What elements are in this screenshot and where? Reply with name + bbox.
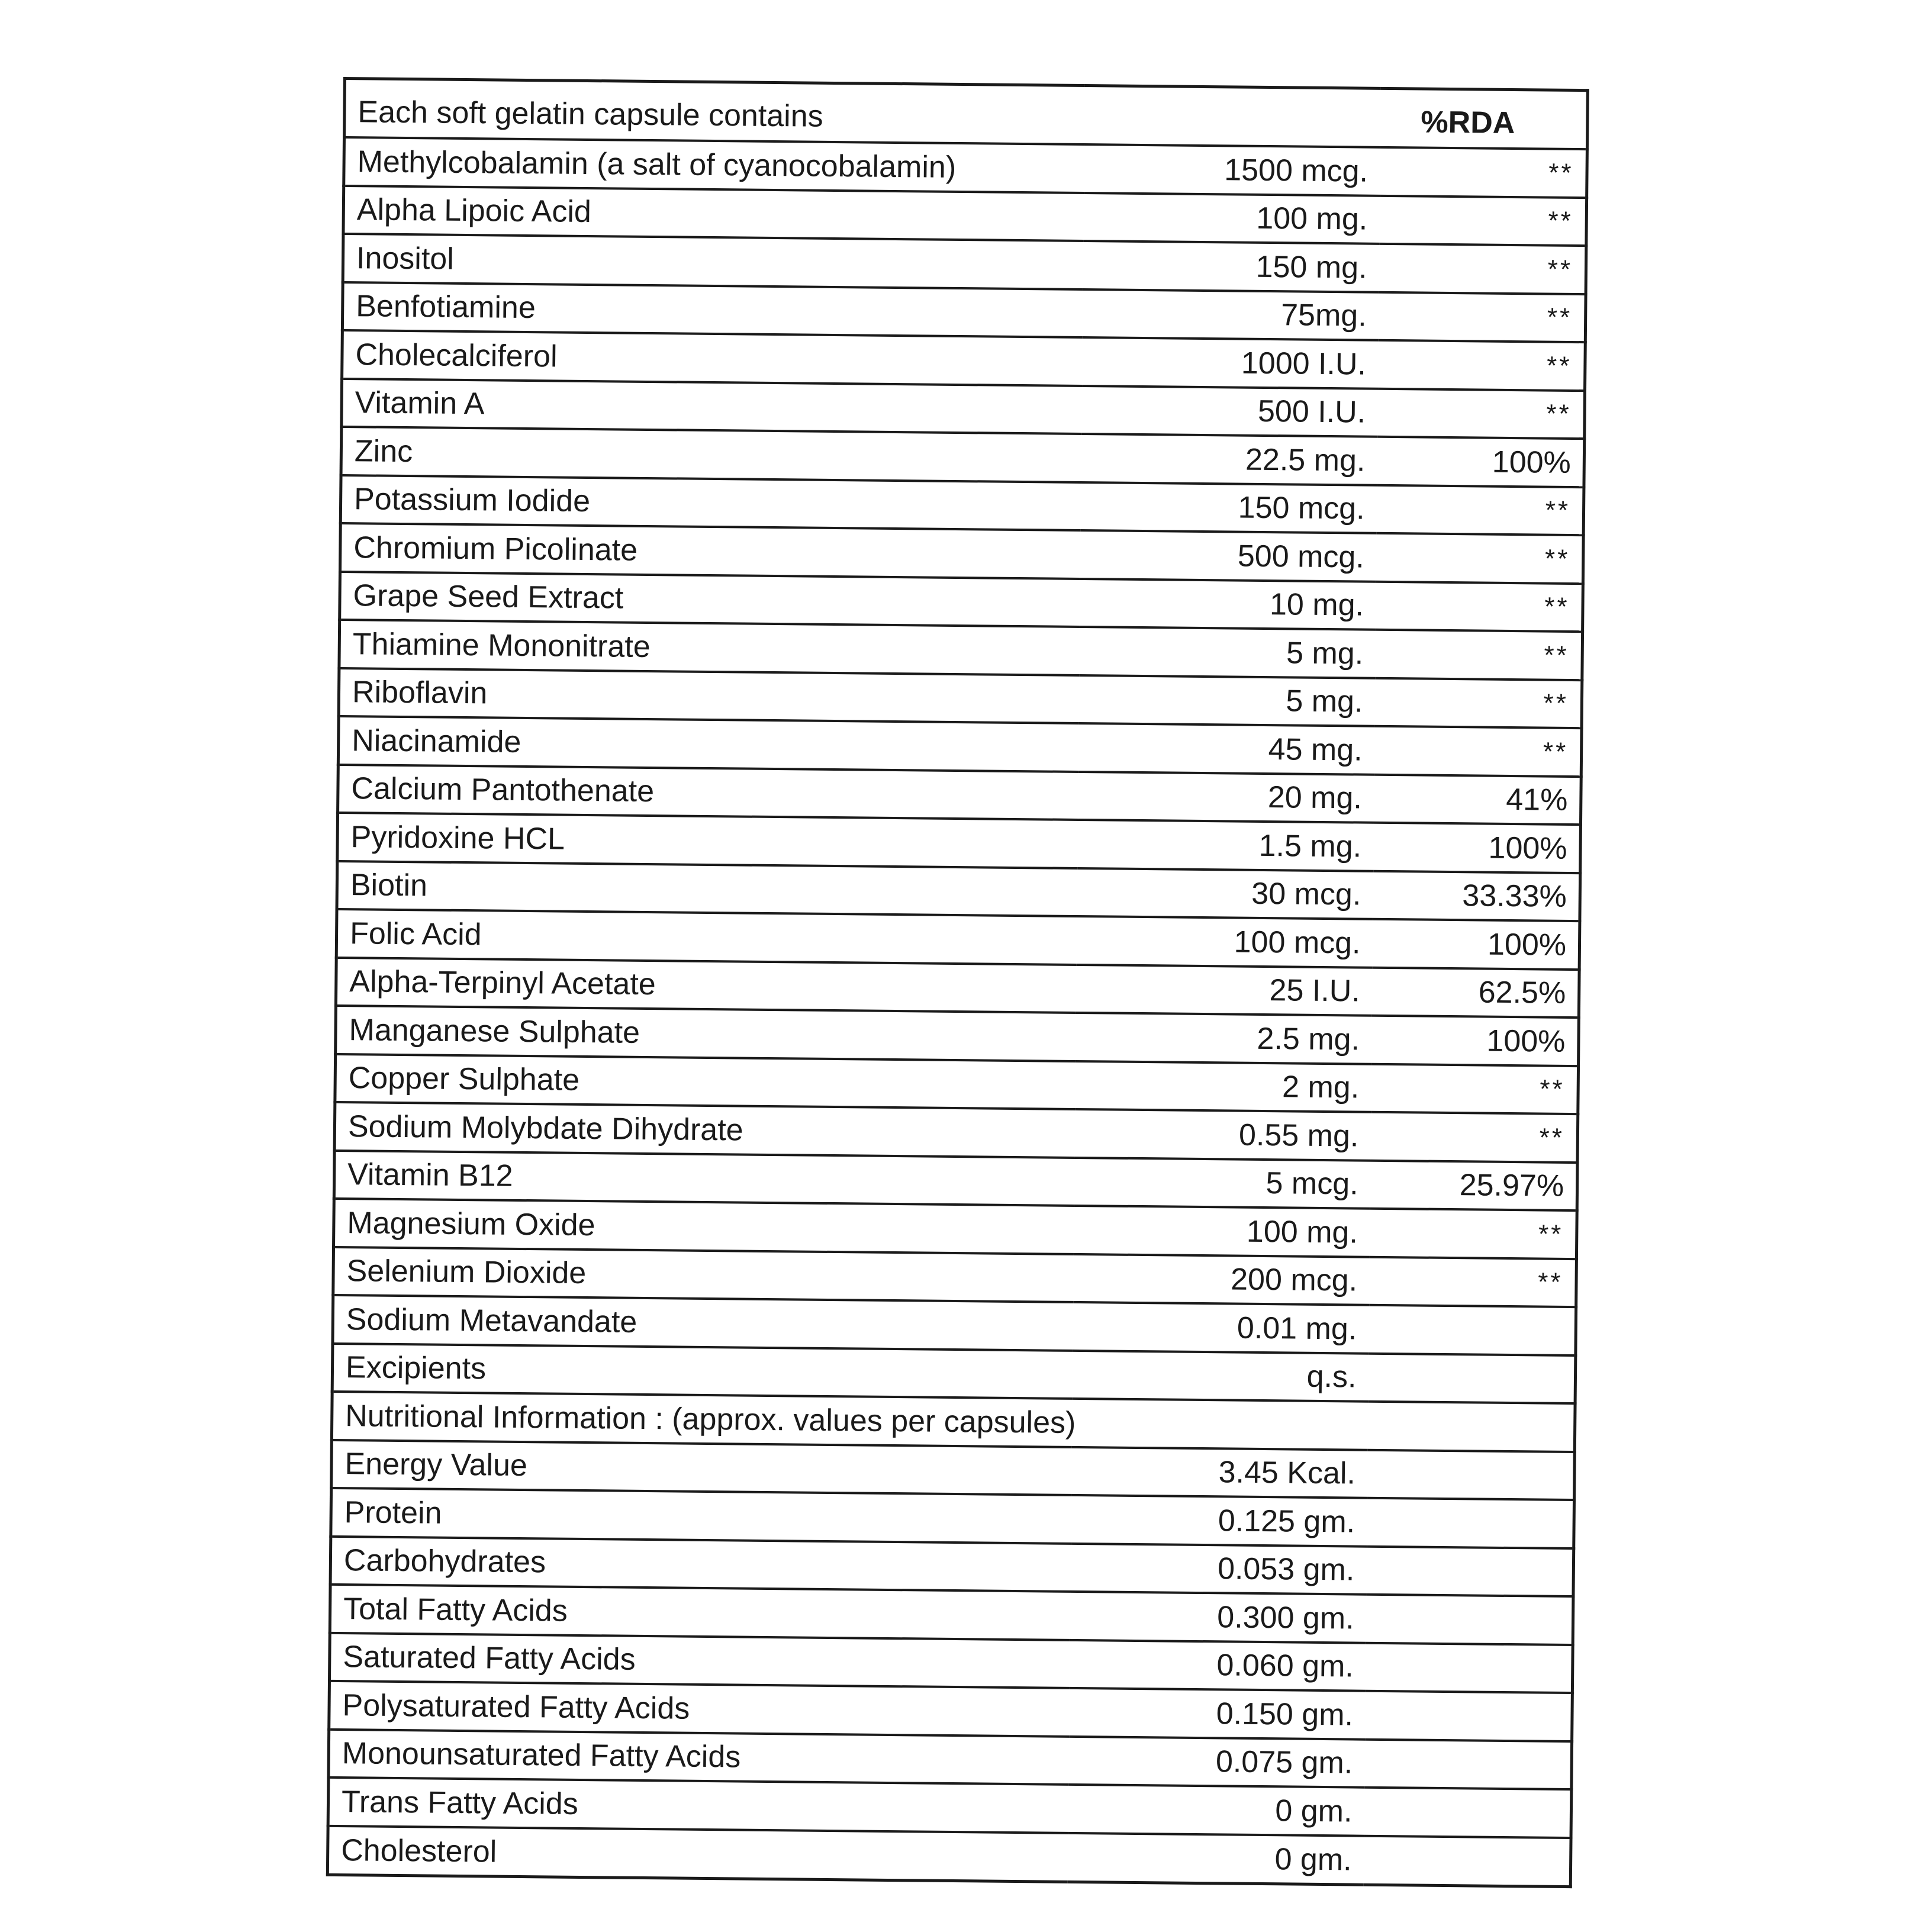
- ingredient-quantity: 5 mcg.: [1074, 1158, 1370, 1209]
- ingredient-name: Vitamin A: [342, 379, 1082, 434]
- nutrient-name: Saturated Fatty Acids: [329, 1633, 1070, 1688]
- nutrient-name: Polysaturated Fatty Acids: [329, 1681, 1070, 1736]
- ingredient-quantity: 1000 I.U.: [1082, 337, 1379, 388]
- nutrient-rda-empty: [1366, 1546, 1574, 1596]
- nutrient-quantity: 0.075 gm.: [1068, 1737, 1365, 1788]
- ingredient-name: Grape Seed Extract: [340, 572, 1080, 627]
- ingredient-quantity: 150 mcg.: [1080, 482, 1377, 533]
- ingredient-quantity: 45 mg.: [1078, 723, 1374, 774]
- ingredient-rda: **: [1374, 726, 1582, 777]
- ingredient-rda: **: [1376, 581, 1583, 632]
- ingredient-rda: 100%: [1373, 823, 1581, 873]
- nutrient-name: Carbohydrates: [330, 1537, 1071, 1592]
- nutrient-rda-empty: [1364, 1739, 1572, 1789]
- ingredient-rda: **: [1370, 1112, 1578, 1163]
- nutrient-rda-empty: [1363, 1836, 1571, 1886]
- composition-table: [326, 77, 1589, 1888]
- header-qty-spacer: [1084, 86, 1380, 147]
- header-title: Each soft gelatin capsule contains: [344, 79, 1085, 145]
- ingredient-rda: **: [1379, 196, 1587, 246]
- ingredient-name: Vitamin B12: [334, 1151, 1074, 1206]
- ingredient-name: Thiamine Mononitrate: [339, 620, 1080, 675]
- ingredient-name: Sodium Molybdate Dihydrate: [334, 1102, 1075, 1157]
- ingredient-name: Selenium Dioxide: [333, 1247, 1074, 1302]
- ingredient-rda: **: [1379, 244, 1586, 294]
- ingredient-quantity: 2 mg.: [1075, 1061, 1371, 1112]
- ingredient-name: Copper Sulphate: [335, 1054, 1076, 1109]
- ingredient-quantity: 500 mcg.: [1080, 530, 1376, 581]
- ingredient-name: Riboflavin: [339, 668, 1079, 723]
- ingredient-rda: **: [1374, 678, 1582, 728]
- ingredient-name: Cholecalciferol: [342, 330, 1083, 385]
- ingredient-quantity: 150 mg.: [1083, 241, 1379, 292]
- ingredient-rda: 25.97%: [1370, 1160, 1577, 1210]
- ingredient-quantity: 25 I.U.: [1076, 965, 1372, 1016]
- ingredient-rda: **: [1378, 340, 1586, 391]
- nutrient-quantity: 0.300 gm.: [1070, 1592, 1366, 1643]
- nutrient-quantity: 3.45 Kcal.: [1071, 1447, 1368, 1498]
- ingredient-quantity: 100 mg.: [1083, 193, 1380, 244]
- ingredient-name: Magnesium Oxide: [334, 1199, 1074, 1254]
- nutrient-quantity: 0.150 gm.: [1069, 1688, 1366, 1739]
- nutrient-name: Cholesterol: [327, 1826, 1068, 1882]
- ingredient-rda: 100%: [1377, 437, 1585, 487]
- composition-table-body: [327, 79, 1588, 1887]
- ingredient-rda: **: [1378, 292, 1586, 343]
- ingredient-quantity: 0.55 mg.: [1074, 1109, 1371, 1160]
- nutrient-rda-empty: [1366, 1595, 1573, 1645]
- ingredient-quantity: 22.5 mg.: [1081, 434, 1377, 485]
- ingredient-quantity: 30 mcg.: [1077, 868, 1373, 919]
- ingredient-name: Methylcobalamin (a salt of cyanocobalamin): [344, 137, 1084, 192]
- ingredient-name: Biotin: [337, 861, 1077, 916]
- nutrient-quantity: 0 gm.: [1068, 1785, 1364, 1836]
- nutrient-name: Monounsaturated Fatty Acids: [329, 1730, 1069, 1785]
- ingredient-quantity: 20 mg.: [1078, 772, 1374, 823]
- nutrient-rda-empty: [1367, 1450, 1575, 1500]
- composition-label: [326, 77, 1586, 1888]
- nutrient-quantity: 0.053 gm.: [1070, 1544, 1367, 1595]
- ingredient-name: Niacinamide: [338, 716, 1078, 771]
- ingredient-rda: 62.5%: [1371, 967, 1579, 1017]
- ingredient-quantity: q.s.: [1072, 1351, 1368, 1402]
- ingredient-quantity: 10 mg.: [1080, 579, 1376, 630]
- ingredient-name: Inositol: [343, 234, 1083, 289]
- nutrient-name: Energy Value: [331, 1440, 1072, 1495]
- ingredient-rda: **: [1371, 1064, 1579, 1114]
- ingredient-rda: **: [1369, 1257, 1577, 1307]
- ingredient-name: Excipients: [332, 1344, 1073, 1399]
- nutrient-quantity: 0.060 gm.: [1069, 1640, 1366, 1691]
- ingredient-name: Pyridoxine HCL: [337, 813, 1078, 868]
- ingredient-quantity: 500 I.U.: [1081, 386, 1378, 437]
- ingredient-name: Alpha Lipoic Acid: [343, 186, 1084, 241]
- ingredient-rda: 33.33%: [1373, 871, 1580, 921]
- ingredient-rda: **: [1375, 630, 1583, 680]
- nutrition-title: Nutritional Information : (approx. values per capsules): [331, 1392, 1575, 1452]
- nutrient-name: Trans Fatty Acids: [328, 1778, 1068, 1833]
- ingredient-name: Benfotiamine: [342, 282, 1083, 337]
- ingredient-rda: **: [1380, 147, 1588, 198]
- nutrient-rda-empty: [1365, 1643, 1573, 1693]
- ingredient-rda: **: [1369, 1209, 1577, 1259]
- ingredient-rda: 100%: [1371, 1016, 1579, 1066]
- ingredient-quantity: 0.01 mg.: [1073, 1302, 1369, 1353]
- ingredient-name: Manganese Sulphate: [336, 1006, 1076, 1061]
- ingredient-name: Zinc: [341, 427, 1081, 482]
- ingredient-quantity: 200 mcg.: [1073, 1254, 1370, 1305]
- ingredient-quantity: 5 mg.: [1078, 675, 1375, 726]
- ingredient-rda: 100%: [1372, 919, 1580, 970]
- ingredient-name: Chromium Picolinate: [340, 523, 1080, 578]
- ingredient-quantity: 1500 mcg.: [1084, 144, 1380, 195]
- ingredient-quantity: 5 mg.: [1079, 627, 1376, 678]
- ingredient-name: Alpha-Terpinyl Acetate: [336, 958, 1076, 1013]
- ingredient-name: Potassium Iodide: [340, 475, 1081, 530]
- ingredient-quantity: 75mg.: [1082, 289, 1379, 340]
- nutrient-quantity: 0 gm.: [1067, 1833, 1364, 1885]
- nutrient-name: Protein: [331, 1488, 1071, 1543]
- ingredient-quantity: 1.5 mg.: [1077, 820, 1374, 871]
- ingredient-quantity: 100 mcg.: [1076, 916, 1373, 967]
- ingredient-name: Folic Acid: [336, 909, 1077, 964]
- ingredient-quantity: 100 mg.: [1073, 1206, 1370, 1257]
- ingredient-name: Sodium Metavandate: [333, 1295, 1073, 1350]
- ingredient-rda: **: [1377, 389, 1585, 439]
- ingredient-quantity: 2.5 mg.: [1076, 1013, 1372, 1064]
- nutrient-name: Total Fatty Acids: [330, 1585, 1070, 1640]
- ingredient-rda: 41%: [1373, 774, 1581, 825]
- nutrient-rda-empty: [1367, 1498, 1574, 1548]
- nutrient-rda-empty: [1365, 1691, 1573, 1741]
- ingredient-name: Calcium Pantothenate: [338, 765, 1078, 820]
- nutrient-rda-empty: [1364, 1788, 1572, 1838]
- ingredient-rda: [1368, 1353, 1576, 1403]
- ingredient-rda: [1368, 1305, 1576, 1355]
- ingredient-rda: **: [1376, 485, 1584, 535]
- nutrient-quantity: 0.125 gm.: [1071, 1495, 1367, 1546]
- rda-column-header: %RDA: [1380, 88, 1588, 149]
- ingredient-rda: **: [1376, 533, 1583, 584]
